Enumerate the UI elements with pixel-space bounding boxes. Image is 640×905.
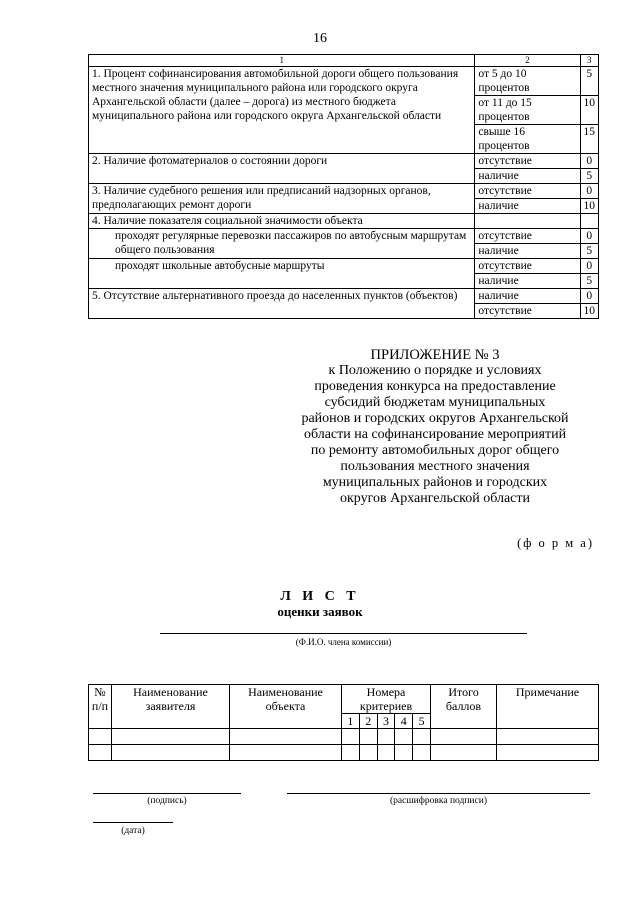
cell [377,729,395,745]
criterion-2-condition-1: отсутствие [475,154,580,169]
criterion-4a-score-1: 0 [580,229,599,244]
cell [497,745,599,761]
header-col-2: 2 [475,55,580,67]
header-col-1: 1 [89,55,475,67]
appendix-line: субсидий бюджетам муниципальных [324,395,546,410]
cell [342,729,360,745]
criterion-4b-condition-1: отсутствие [475,259,580,274]
criterion-2-score-1: 0 [580,154,599,169]
header-col-3: 3 [580,55,599,67]
criterion-1-condition-3: свыше 16 процентов [475,125,580,154]
col-total: Итого баллов [431,685,497,729]
criterion-2-row [89,154,599,169]
criterion-4b-score-2: 5 [580,274,599,289]
cell [112,729,230,745]
criterion-number: 1 [342,714,360,729]
criterion-5-condition-1: наличие [475,289,580,304]
cell [230,729,342,745]
col-note: Примечание [497,685,599,729]
cell [89,729,112,745]
criteria-table-header [89,55,599,67]
signature-decode-caption: (расшифровка подписи) [390,796,487,806]
criterion-4-label: 4. Наличие показателя социальной значимости объекта [89,214,475,229]
criterion-3-label: 3. Наличие судебного решения или предписаний надзорных органов, предполагающих ремонт дороги [89,184,475,214]
appendix-line: муниципальных районов и городских [322,475,548,490]
appendix-line: округов Архангельской области [340,491,530,506]
criterion-5-score-2: 10 [580,304,599,319]
criterion-3-score-2: 10 [580,199,599,214]
criterion-4b-score-1: 0 [580,259,599,274]
criterion-number: 3 [377,714,395,729]
ratings-empty-row [89,729,599,745]
cell [431,729,497,745]
criterion-4a-score-2: 5 [580,244,599,259]
criterion-number: 2 [359,714,377,729]
criterion-1-condition-1: от 5 до 10 процентов [475,67,580,96]
criterion-4-empty [475,214,580,229]
page-number: 16 [313,31,327,46]
criterion-4a-row [89,229,599,244]
commission-member-caption: (Ф.И.О. члена комиссии) [295,637,392,647]
criterion-4a-condition-1: отсутствие [475,229,580,244]
col-criteria: Номера критериев [342,685,431,714]
cell [377,745,395,761]
appendix-line: к Положению о порядке и условиях [328,363,542,378]
ratings-header-row [89,685,599,714]
criterion-2-condition-2: наличие [475,169,580,184]
cell [497,729,599,745]
criterion-3-condition-2: наличие [475,199,580,214]
criterion-4b-condition-2: наличие [475,274,580,289]
criterion-1-condition-2: от 11 до 15 процентов [475,96,580,125]
cell [413,745,431,761]
criterion-5-score-1: 0 [580,289,599,304]
criterion-4a-label: проходят регулярные перевозки пассажиров по автобусным маршрутам общего пользования [89,229,475,259]
cell [431,745,497,761]
col-applicant: Наименование заявителя [112,685,230,729]
criterion-4b-label: проходят школьные автобусные маршруты [89,259,475,289]
date-caption: (дата) [121,826,145,836]
cell [395,745,413,761]
criterion-3-condition-1: отсутствие [475,184,580,199]
criterion-1-label: 1. Процент софинансирования автомобильной дороги общего пользования местного значения муниципального района или городского округа Архангельской области (далее – дорога) из местного бюджета муниципального района или городского округа Архангельской области [89,67,475,154]
appendix-line: пользования местного значения [340,459,530,474]
appendix-line: области на софинансирование мероприятий [303,427,567,442]
criterion-1-score-3: 15 [580,125,599,154]
commission-member-line [160,633,527,634]
criterion-1-row [89,67,599,96]
cell [359,729,377,745]
signature-caption: (подпись) [147,796,187,806]
criteria-table [88,54,599,319]
cell [89,745,112,761]
cell [359,745,377,761]
criterion-4a-condition-2: наличие [475,244,580,259]
sheet-title: Л И С Т [280,589,360,604]
signature-line [93,793,241,794]
criterion-4-row [89,214,599,229]
form-label: (ф о р м а) [517,536,594,550]
signature-decode-line [287,793,590,794]
criterion-1-score-2: 10 [580,96,599,125]
ratings-table [88,684,599,761]
criterion-4b-row [89,259,599,274]
criterion-1-score-1: 5 [580,67,599,96]
appendix-line: по ремонту автомобильных дорог общего [310,443,560,458]
criterion-4-empty-score [580,214,599,229]
criterion-3-row [89,184,599,199]
appendix-title: ПРИЛОЖЕНИЕ № 3 [370,347,500,363]
date-line [93,822,173,823]
cell [413,729,431,745]
sheet-subtitle: оценки заявок [277,604,363,619]
appendix-line: проведения конкурса на предоставление [314,379,556,394]
criterion-5-label: 5. Отсутствие альтернативного проезда до населенных пунктов (объектов) [89,289,475,319]
criterion-5-condition-2: отсутствие [475,304,580,319]
ratings-empty-row [89,745,599,761]
criterion-2-label: 2. Наличие фотоматериалов о состоянии дороги [89,154,475,184]
col-object: Наименование объекта [230,685,342,729]
appendix-block [280,347,590,507]
appendix-line: районов и городских округов Архангельской [301,411,569,426]
criterion-3-score-1: 0 [580,184,599,199]
cell [230,745,342,761]
criterion-2-score-2: 5 [580,169,599,184]
criterion-number: 4 [395,714,413,729]
criterion-number: 5 [413,714,431,729]
cell [342,745,360,761]
cell [112,745,230,761]
col-number: № п/п [89,685,112,729]
cell [395,729,413,745]
criterion-5-row [89,289,599,304]
